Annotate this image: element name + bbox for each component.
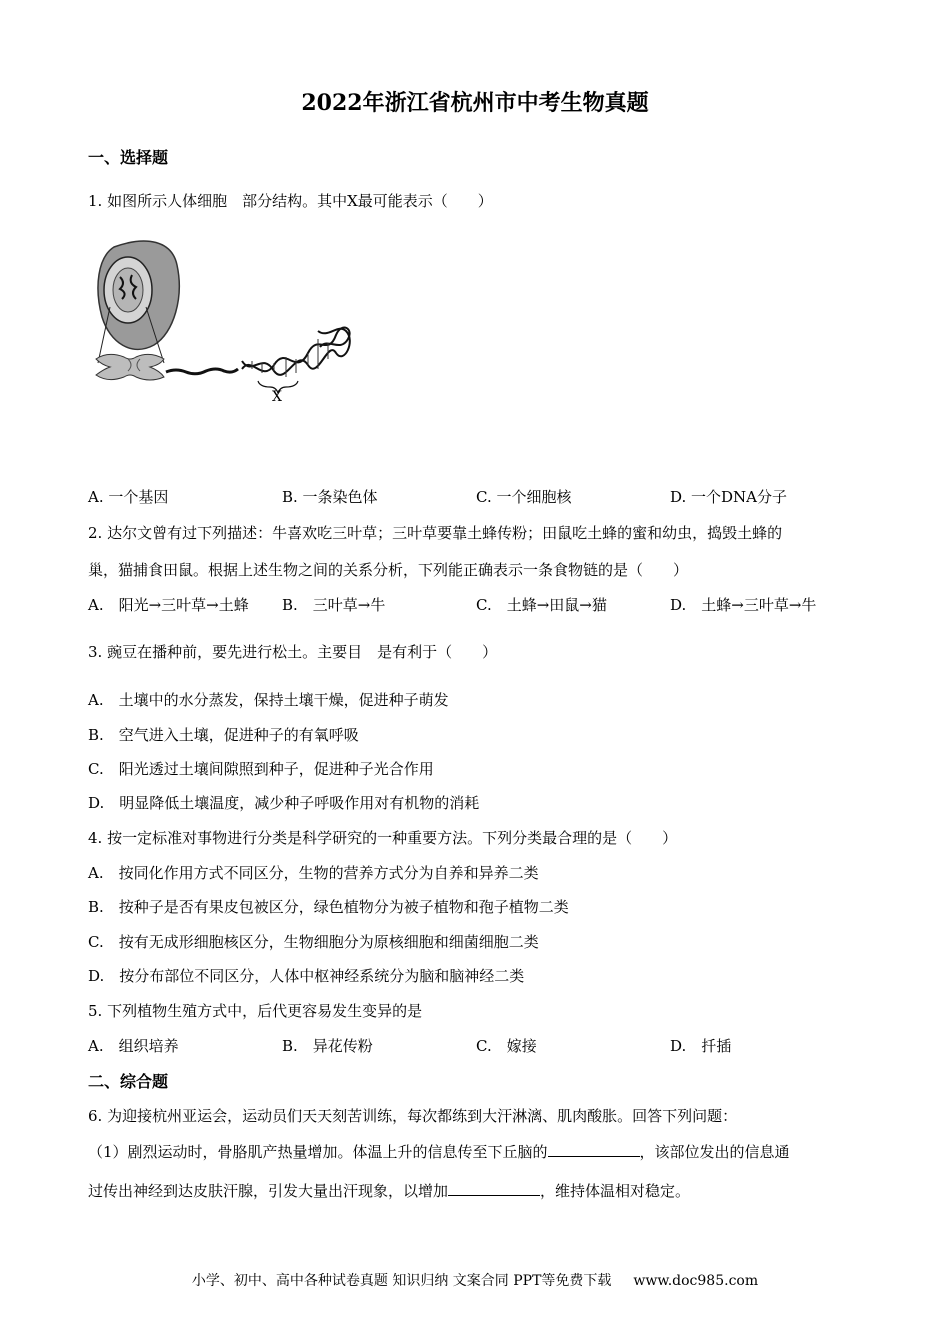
question-3-stem: 3. 豌豆在播种前，要先进行松土。主要目 是有利于（ ） xyxy=(88,643,498,661)
question-2-option-c: C. 土蜂→田鼠→猫 xyxy=(476,596,607,614)
question-6-stem: 6. 为迎接杭州亚运会，运动员们天天刻苦训练，每次都练到大汗淋漓、肌肉酸胀。回答下列问题： xyxy=(88,1107,738,1125)
question-4-option-c: C. 按有无成形细胞核区分，生物细胞分为原核细胞和细菌细胞二类 xyxy=(88,933,539,951)
question-5-option-a: A. 组织培养 xyxy=(88,1037,179,1055)
question-3-option-d: D. 明显降低土壤温度，减少种子呼吸作用对有机物的消耗 xyxy=(88,794,480,812)
section-heading-choice: 一、选择题 xyxy=(88,148,169,167)
figure-label-x: X xyxy=(272,389,282,405)
question-5-option-c: C. 嫁接 xyxy=(476,1037,537,1055)
page-footer xyxy=(0,1270,950,1290)
question-4-option-a: A. 按同化作用方式不同区分，生物的营养方式分为自养和异养二类 xyxy=(88,864,539,882)
question-6-sub-1-text-a: （1）剧烈运动时，骨胳肌产热量增加。体温上升的信息传至下丘脑的 xyxy=(88,1143,548,1161)
question-2-stem-line-2: 巢，猫捕食田鼠。根据上述生物之间的关系分析，下列能正确表示一条食物链的是（ ） xyxy=(88,561,689,579)
answer-blank-2[interactable] xyxy=(448,1181,540,1196)
question-6-sub-1-line-1 xyxy=(88,1141,790,1162)
question-3-option-a: A. 土壤中的水分蒸发，保持土壤干燥，促进种子萌发 xyxy=(88,691,449,709)
question-6-sub-1-text-c: 过传出神经到达皮肤汗腺，引发大量出汗现象，以增加 xyxy=(88,1182,449,1200)
question-6-sub-1-line-2 xyxy=(88,1180,690,1201)
question-1-option-b: B. 一条染色体 xyxy=(282,488,378,506)
question-2-option-a: A. 阳光→三叶草→土蜂 xyxy=(88,596,249,614)
footer-url-link[interactable]: www.doc985.com xyxy=(633,1273,759,1289)
question-2-option-d: D. 土蜂→三叶草→牛 xyxy=(670,596,817,614)
question-5-stem: 5. 下列植物生殖方式中，后代更容易发生变异的是 xyxy=(88,1002,423,1020)
question-4-stem: 4. 按一定标准对事物进行分类是科学研究的一种重要方法。下列分类最合理的是（ ） xyxy=(88,829,678,847)
question-6-sub-1-text-d: ，维持体温相对稳定。 xyxy=(540,1182,691,1200)
footer-text: 小学、初中、高中各种试卷真题 知识归纳 文案合同 PPT等免费下载 xyxy=(191,1273,612,1289)
question-1-stem: 1. 如图所示人体细胞 部分结构。其中X最可能表示（ ） xyxy=(88,192,493,210)
cell-chromosome-dna-figure xyxy=(92,235,362,410)
question-2-stem-line-1: 2. 达尔文曾有过下列描述：牛喜欢吃三叶草；三叶草要靠土蜂传粉；田鼠吃土蜂的蜜和幼虫，捣毁土蜂的 xyxy=(88,524,783,542)
page-title: 2022年浙江省杭州市中考生物真题 xyxy=(301,90,649,116)
question-5-option-b: B. 异花传粉 xyxy=(282,1037,373,1055)
question-3-option-b: B. 空气进入土壤，促进种子的有氧呼吸 xyxy=(88,726,359,744)
question-6-sub-1-text-b: ，该部位发出的信息通 xyxy=(639,1143,790,1161)
question-2-option-b: B. 三叶草→牛 xyxy=(282,596,386,614)
question-4-option-d: D. 按分布部位不同区分，人体中枢神经系统分为脑和脑神经二类 xyxy=(88,967,525,985)
question-1-option-d: D. 一个DNA分子 xyxy=(670,488,788,506)
question-3-option-c: C. 阳光透过土壤间隙照到种子，促进种子光合作用 xyxy=(88,760,434,778)
question-1-option-c: C. 一个细胞核 xyxy=(476,488,572,506)
section-heading-comprehensive: 二、综合题 xyxy=(88,1072,169,1091)
question-4-option-b: B. 按种子是否有果皮包被区分，绿色植物分为被子植物和孢子植物二类 xyxy=(88,898,569,916)
answer-blank-1[interactable] xyxy=(548,1142,640,1157)
question-1-option-a: A. 一个基因 xyxy=(88,488,169,506)
question-5-option-d: D. 扦插 xyxy=(670,1037,732,1055)
